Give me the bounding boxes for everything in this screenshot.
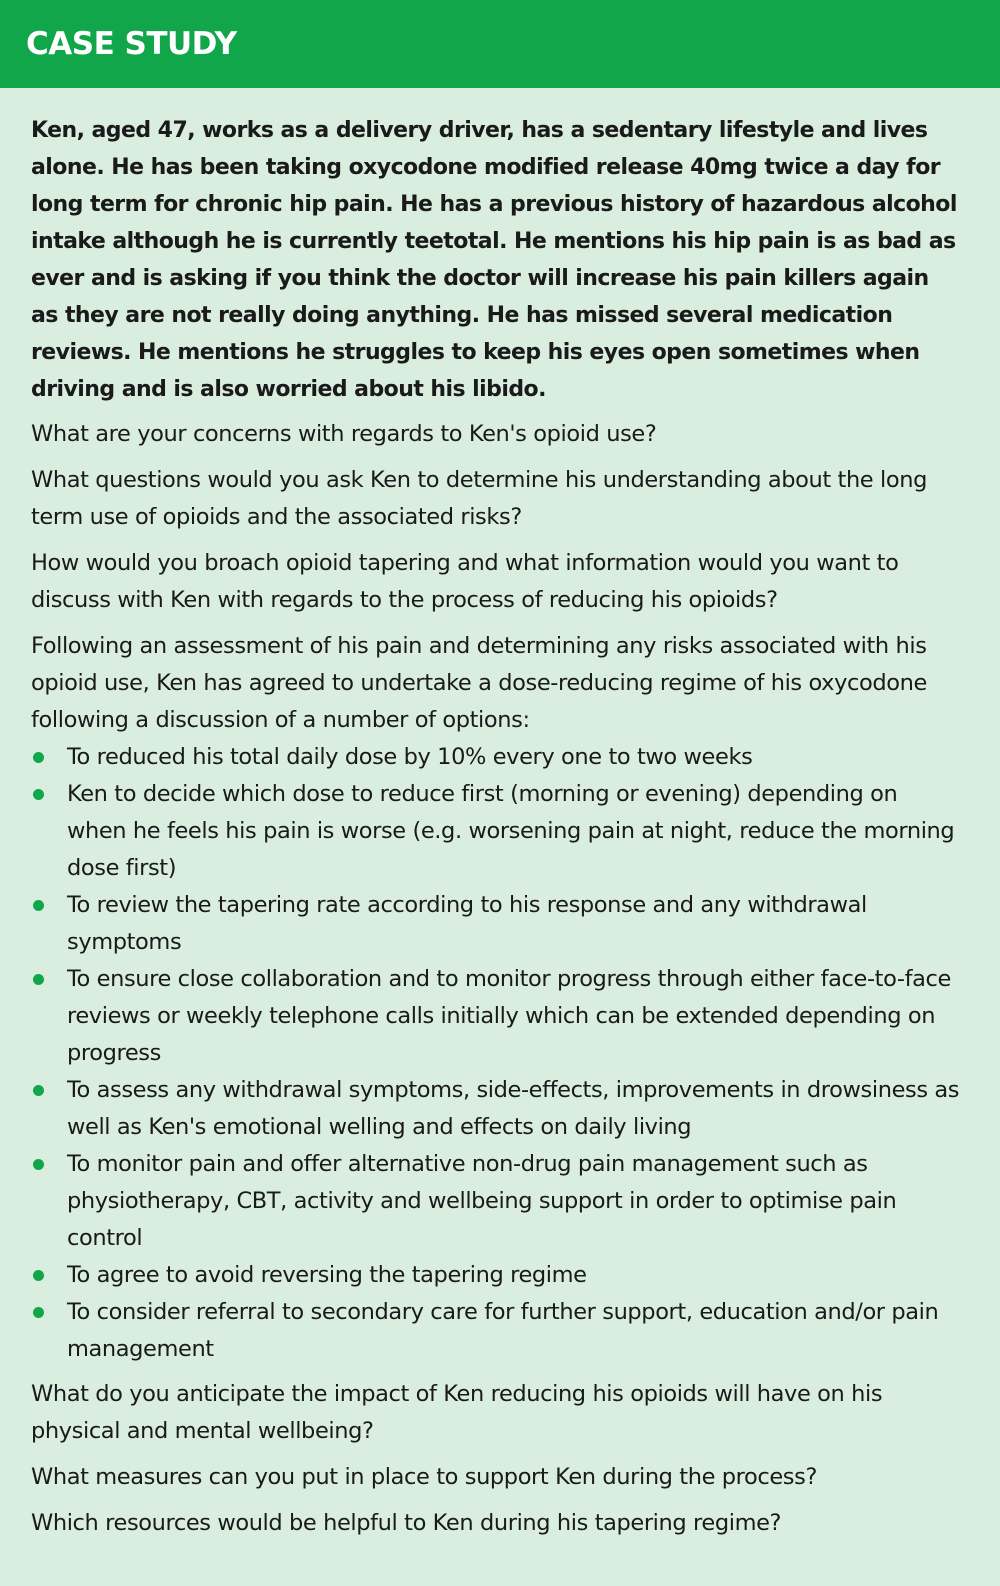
question-impact-wellbeing: What do you anticipate the impact of Ken reducing his opioids will have on his physical and mental wellbeing? (31, 1381, 883, 1444)
tapering-options-list (31, 739, 962, 1368)
list-item-text: To reduced his total daily dose by 10% every one to two weeks (67, 744, 753, 770)
case-study-title: CASE STUDY (26, 26, 237, 62)
bullet-dot-icon (33, 752, 44, 763)
list-item-text: To assess any withdrawal symptoms, side-effects, improvements in drowsiness as well as Ken's emotional welling and effects on daily living (67, 1077, 960, 1140)
bullet-dot-icon (33, 1085, 44, 1096)
bullet-dot-icon (33, 789, 44, 800)
list-item-text: Ken to decide which dose to reduce first (morning or evening) depending on when he feels his pain is worse (e.g. worsening pain at night, reduce the morning dose first) (67, 781, 955, 881)
list-item-text: To ensure close collaboration and to monitor progress through either face-to-face reviews or weekly telephone calls initially which can be extended depending on progress (67, 966, 951, 1066)
list-item-text: To monitor pain and offer alternative non-drug pain management such as physiotherapy, CBT, activity and wellbeing support in order to optimise pain control (67, 1151, 897, 1251)
options-lead-paragraph: Following an assessment of his pain and determining any risks associated with his opioid use, Ken has agreed to undertake a dose-reducing regime of his oxycodone following a discussion of a number of options: (31, 633, 927, 733)
list-item (31, 887, 962, 961)
list-item-text: To agree to avoid reversing the tapering regime (67, 1262, 587, 1288)
bullet-dot-icon (33, 1159, 44, 1170)
list-item (31, 739, 962, 776)
case-intro-paragraph: Ken, aged 47, works as a delivery driver, has a sedentary lifestyle and lives alone. He has been taking oxycodone modified release 40mg twice a day for long term for chronic hip pain. He has a previous history of hazardous alcohol intake although he is currently teetotal. He mentions his hip pain is as bad as ever and is asking if you think the doctor will increase his pain killers again as they are not really doing anything. He has missed several medication reviews. He mentions he struggles to keep his eyes open sometimes when driving and is also worried about his libido. (31, 118, 957, 402)
bullet-dot-icon (33, 1307, 44, 1318)
case-study-header (0, 0, 1000, 88)
list-item (31, 1072, 962, 1146)
case-study-content (0, 88, 1000, 1542)
question-opioid-concerns: What are your concerns with regards to Ken's opioid use? (31, 421, 657, 447)
bullet-dot-icon (33, 974, 44, 985)
list-item (31, 961, 962, 1072)
list-item (31, 1146, 962, 1257)
list-item (31, 776, 962, 887)
bullet-dot-icon (33, 900, 44, 911)
bullet-dot-icon (33, 1270, 44, 1281)
question-understanding-risks: What questions would you ask Ken to determine his understanding about the long term use of opioids and the associated risks? (31, 467, 927, 530)
list-item-text: To review the tapering rate according to his response and any withdrawal symptoms (67, 892, 867, 955)
question-helpful-resources: Which resources would be helpful to Ken during his tapering regime? (31, 1510, 782, 1536)
list-item-text: To consider referral to secondary care for further support, education and/or pain management (67, 1299, 939, 1362)
list-item (31, 1294, 962, 1368)
list-item (31, 1257, 962, 1294)
question-support-measures: What measures can you put in place to support Ken during the process? (31, 1464, 817, 1490)
question-broach-tapering: How would you broach opioid tapering and what information would you want to discuss with Ken with regards to the process of reducing his opioids? (31, 550, 899, 613)
